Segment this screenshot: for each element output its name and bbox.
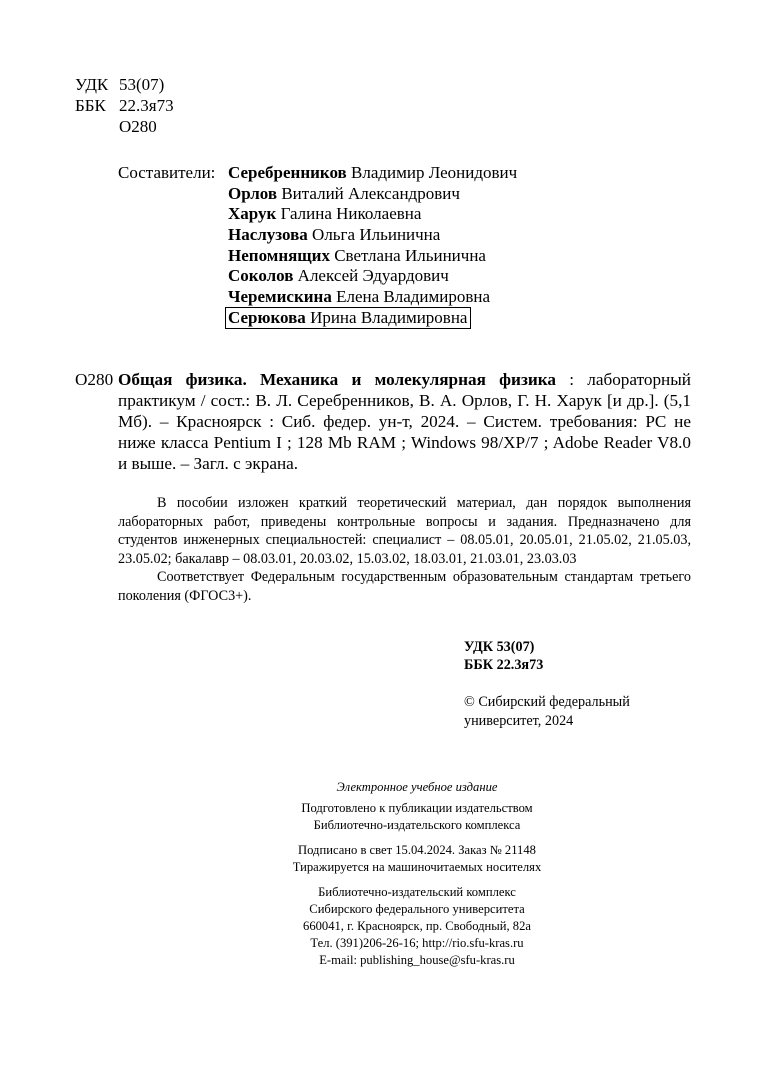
- compiler-item-highlighted: [225, 307, 471, 329]
- copyright-line: © Сибирский федеральный: [464, 694, 630, 710]
- compilers-label: Составители:: [118, 163, 216, 182]
- abstract: [118, 494, 691, 605]
- book-title: Общая физика. Механика и молекулярная физика: [118, 370, 556, 389]
- compiler-name: Светлана Ильинична: [334, 245, 486, 265]
- compilers-list: [228, 162, 517, 328]
- classification-codes-top: [75, 74, 174, 137]
- abstract-paragraph: Соответствует Федеральным государственным образовательным стандартам третьего поколения (ФГОС3+).: [118, 569, 691, 604]
- compiler-name: Алексей Эдуардович: [297, 266, 449, 286]
- compiler-item: [228, 286, 517, 307]
- compiler-item: [228, 203, 517, 224]
- abstract-paragraph: В пособии изложен краткий теоретический материал, дан порядок выполнения лабораторных работ, приведены контрольные вопросы и задания. Предназначено для студентов инженерных специальностей: специалист – 08.05.01, 20.05.01, 21.05.02, 21.05.03, 23.05.02; бакалавр – 08.03.01, 20.03.02, 15.03.02, 18.03.01, 21.03.01, 23.03.03: [118, 495, 691, 567]
- bbk-code: ББК 22.3я73: [464, 657, 544, 673]
- compiler-name: Ольга Ильинична: [312, 225, 441, 245]
- compiler-name: Виталий Александрович: [281, 183, 460, 203]
- bbk-row: [75, 95, 174, 116]
- author-mark: О280: [119, 117, 157, 136]
- classification-codes-bottom: [464, 638, 543, 674]
- udk-code: УДК 53(07): [464, 639, 535, 655]
- imprint-line: Подготовлено к публикации издательством: [301, 801, 533, 815]
- imprint-line: Сибирского федерального университета: [309, 902, 525, 916]
- compiler-item: [228, 245, 517, 266]
- udk-value: 53(07): [119, 75, 165, 94]
- publisher-email: E-mail: publishing_house@sfu-kras.ru: [319, 953, 515, 967]
- biblio-details: : лабораторный практикум / сост.: В. Л. Серебренников, В. А. Орлов, Г. Н. Харук [и др.]. (5,1 Мб). – Красноярск : Сиб. федер. ун-т, 2024. – Систем. требования: PC не ниже класса Pentium I ; 128 Mb RAM ; Windows 98/XP/7 ; Adobe Reader V8.0 и выше. – Загл. с экрана.: [118, 370, 691, 473]
- bbk-value: 22.3я73: [119, 96, 174, 115]
- compiler-item: [228, 265, 517, 286]
- biblio-code: О280: [75, 370, 114, 389]
- imprint-prepared: [180, 800, 654, 834]
- compiler-surname: Черемискина: [228, 287, 332, 307]
- compiler-surname: Соколов: [228, 266, 294, 286]
- compiler-surname: Харук: [228, 204, 277, 224]
- imprint-publisher: [180, 884, 654, 969]
- compiler-item: [228, 224, 517, 245]
- publisher-address: 660041, г. Красноярск, пр. Свободный, 82а: [303, 919, 531, 933]
- compiler-surname: Наслузова: [228, 225, 308, 245]
- udk-label: УДК: [75, 75, 109, 94]
- udk-row: [75, 74, 174, 95]
- edition-type: Электронное учебное издание: [336, 780, 498, 794]
- compiler-surname: Непомнящих: [228, 245, 330, 265]
- bbk-label: ББК: [75, 96, 106, 115]
- compiler-name: Елена Владимировна: [336, 287, 491, 307]
- copyright-line: университет, 2024: [464, 712, 574, 729]
- imprint-line: Библиотечно-издательского комплекса: [313, 818, 521, 832]
- biblio-text: [118, 369, 691, 474]
- compiler-item: [228, 183, 517, 204]
- publisher-contacts: Тел. (391)206-26-16; http://rio.sfu-kras.ru: [310, 936, 524, 950]
- compiler-item: [228, 162, 517, 183]
- imprint-line: Библиотечно-издательский комплекс: [318, 885, 516, 899]
- compiler-surname: Орлов: [228, 183, 278, 203]
- compiler-name: Галина Николаевна: [280, 204, 422, 224]
- imprint-signed: [180, 842, 654, 876]
- compiler-name: Владимир Леонидович: [351, 163, 518, 182]
- copyright: [464, 693, 630, 730]
- compiler-item: [228, 307, 517, 328]
- imprint-line: Тиражируется на машиночитаемых носителях: [292, 860, 542, 874]
- compiler-surname: Серюкова: [228, 307, 306, 327]
- compiler-surname: Серебренников: [228, 163, 347, 182]
- compiler-name: Ирина Владимировна: [310, 307, 468, 327]
- imprint-line: Подписано в свет 15.04.2024. Заказ № 21148: [298, 843, 536, 857]
